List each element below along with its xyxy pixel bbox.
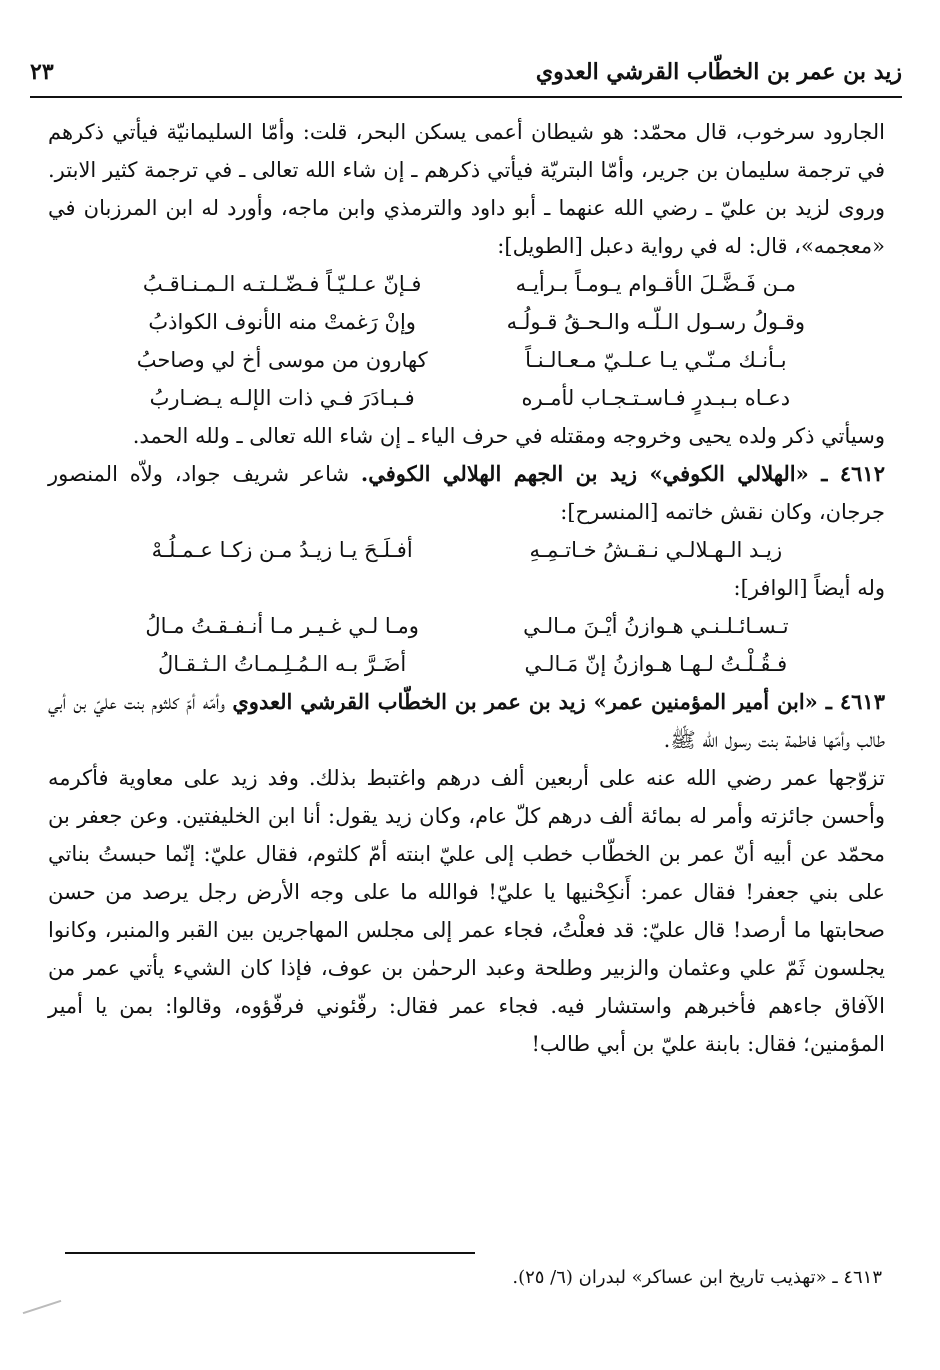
verse-first-hemistich: بـأنـك مـنّـي يـا عـلـيّ مـعـالـنـاً xyxy=(525,348,787,372)
verse-first-hemistich: زيـد الـهـلالـي نـقـشُ خـاتـمِـهِ xyxy=(529,538,783,562)
verse-first-hemistich: دعـاه بـبـدرٍ فـاسـتـجـاب لأمـره xyxy=(521,386,791,410)
verse-line xyxy=(48,645,885,683)
footnote-divider xyxy=(65,1252,475,1254)
scan-artifact xyxy=(23,1300,62,1314)
verse-first-hemistich: فـقُـلْـتُ لـهـا هـوازنُ إنّ مَـالـي xyxy=(524,652,788,676)
entry-4612-also: وله أيضاً [الوافر]: xyxy=(733,576,885,600)
verse-first-hemistich: وقـولُ رسـول الـلّـه والـحـقُ قـولُـه xyxy=(506,310,806,334)
verse-line xyxy=(48,303,885,341)
page-header xyxy=(30,52,902,92)
entry-4613-text: وأمّه أمّ كلثوم بنت عليّ بن أبي طالب وأمّها فاطمة بنت رسول الله ﷺ. xyxy=(48,690,885,752)
header-divider xyxy=(30,96,902,98)
verse-first-hemistich: تـسـائـلـنـي هـوازنُ أيْـنَ مـالـي xyxy=(523,614,789,638)
verse-line xyxy=(48,265,885,303)
entry-4612 xyxy=(48,455,885,531)
verse-second-hemistich: كهارون من موسى أخ لي وصاحبُ xyxy=(136,348,428,372)
entry-4613-paragraph: تزوّجها عمر رضي الله عنه على أربعين ألف درهم واغتبط بذلك. وفد زيد على معاوية فأكرمه وأحسن جائزته وأمر له بمائة ألف درهم كلّ عام، وكان زيد يقول: أنا ابن الخليفتين. وعن جعفر بن محمّد عن أبيه أنّ عمر بن الخطّاب خطب إلى عليّ ابنته أمّ كلثوم، فقال عليّ: إنّما حبستُ بناتي على بني جعفر! فقال عمر: أَنكِحْنيها يا عليّ! فوالله ما على وجه الأرض رجل يرصد من حسن صحابتها ما أرصد! قال عليّ: قد فعلْتُ، فجاء عمر إلى مجلس المهاجرين بين القبر والمنبر، وكانوا يجلسون ثَمّ علي وعثمان والزبير وطلحة وعبد الرحمٰن بن عوف، فإذا كان الشيء يأتي عمر من الآفاق جاءهم فأخبرهم واستشار فيه. فجاء عمر فقال: رفّئوني فرفّؤوه، وقالوا: بمن يا أمير المؤمنين؛ فقال: بابنة عليّ بن أبي طالب! xyxy=(48,766,885,1056)
verse-line xyxy=(48,379,885,417)
running-title: زيد بن عمر بن الخطّاب القرشي العدوي xyxy=(535,59,902,85)
entry-4613 xyxy=(48,683,885,759)
entry-4613-heading: ٤٦١٣ ـ «ابن أمير المؤمنين عمر» زيد بن عمر بن الخطّاب القرشي العدوي xyxy=(232,689,885,714)
poem-dibil xyxy=(48,265,885,417)
verse-line xyxy=(48,531,885,569)
verse-second-hemistich: أضَـرَّ بـه الـمُـلِـمـاتُ الـثـقـالُ xyxy=(158,652,407,676)
entry-4612-heading: ٤٦١٢ ـ «الهلالي الكوفي» زيد بن الجهم الهلالي الكوفي. xyxy=(360,461,885,486)
verse-second-hemistich: أفـلَـحَ يـا زيـدُ مـن زكـا عـمـلُـهْ xyxy=(151,538,413,562)
verse-line xyxy=(48,607,885,645)
verse-second-hemistich: وإنْ رَغمتْ منه الأنوف الكواذبُ xyxy=(148,310,416,334)
verse-first-hemistich: مـن فَـضَّـلَ الأقـوام يـومـاً بـرأيـه xyxy=(515,272,797,296)
verse-second-hemistich: فـإنّ عـلـيّـاً فـضّـلـتـه الـمـنـاقـبُ xyxy=(142,272,422,296)
entry-4612-text: شاعر شريف جواد، ولاّه المنصور جرجان، وكان نقش خاتمه [المنسرح]: xyxy=(48,462,885,524)
page-number: ٢٣ xyxy=(30,59,54,85)
paragraph-intro: الجارود سرخوب، قال محمّد: هو شيطان أعمى يسكن البحر، قلت: وأمّا السليمانيّة فيأتي ذكرهم في ترجمة سليمان بن جرير، وأمّا البتريّة فيأتي ذكرهم ـ إن شاء الله تعالى ـ في ترجمة كثير الابتر. وروى لزيد بن عليّ ـ رضي الله عنهما ـ أبو داود والترمذي وابن ماجه، وأورد له ابن المرزبان في «معجمه»، قال: له في رواية دعبل [الطويل]: xyxy=(48,120,885,258)
main-text xyxy=(48,113,885,1063)
verse-second-hemistich: فـبـادَرَ فـي ذات الإلـه يـضـاربُ xyxy=(149,386,415,410)
paragraph-after-poem: وسيأتي ذكر ولده يحيى وخروجه ومقتله في حرف الياء ـ إن شاء الله تعالى ـ ولله الحمد. xyxy=(132,424,885,448)
footnote: ٤٦١٣ ـ «تهذيب تاريخ ابن عساكر» لبدران (٦/ ٢٥). xyxy=(512,1267,882,1288)
verse-line xyxy=(48,341,885,379)
verse-second-hemistich: ومـا لـي غـيـر مـا أنـفـقـتُ مـالُ xyxy=(145,614,419,638)
